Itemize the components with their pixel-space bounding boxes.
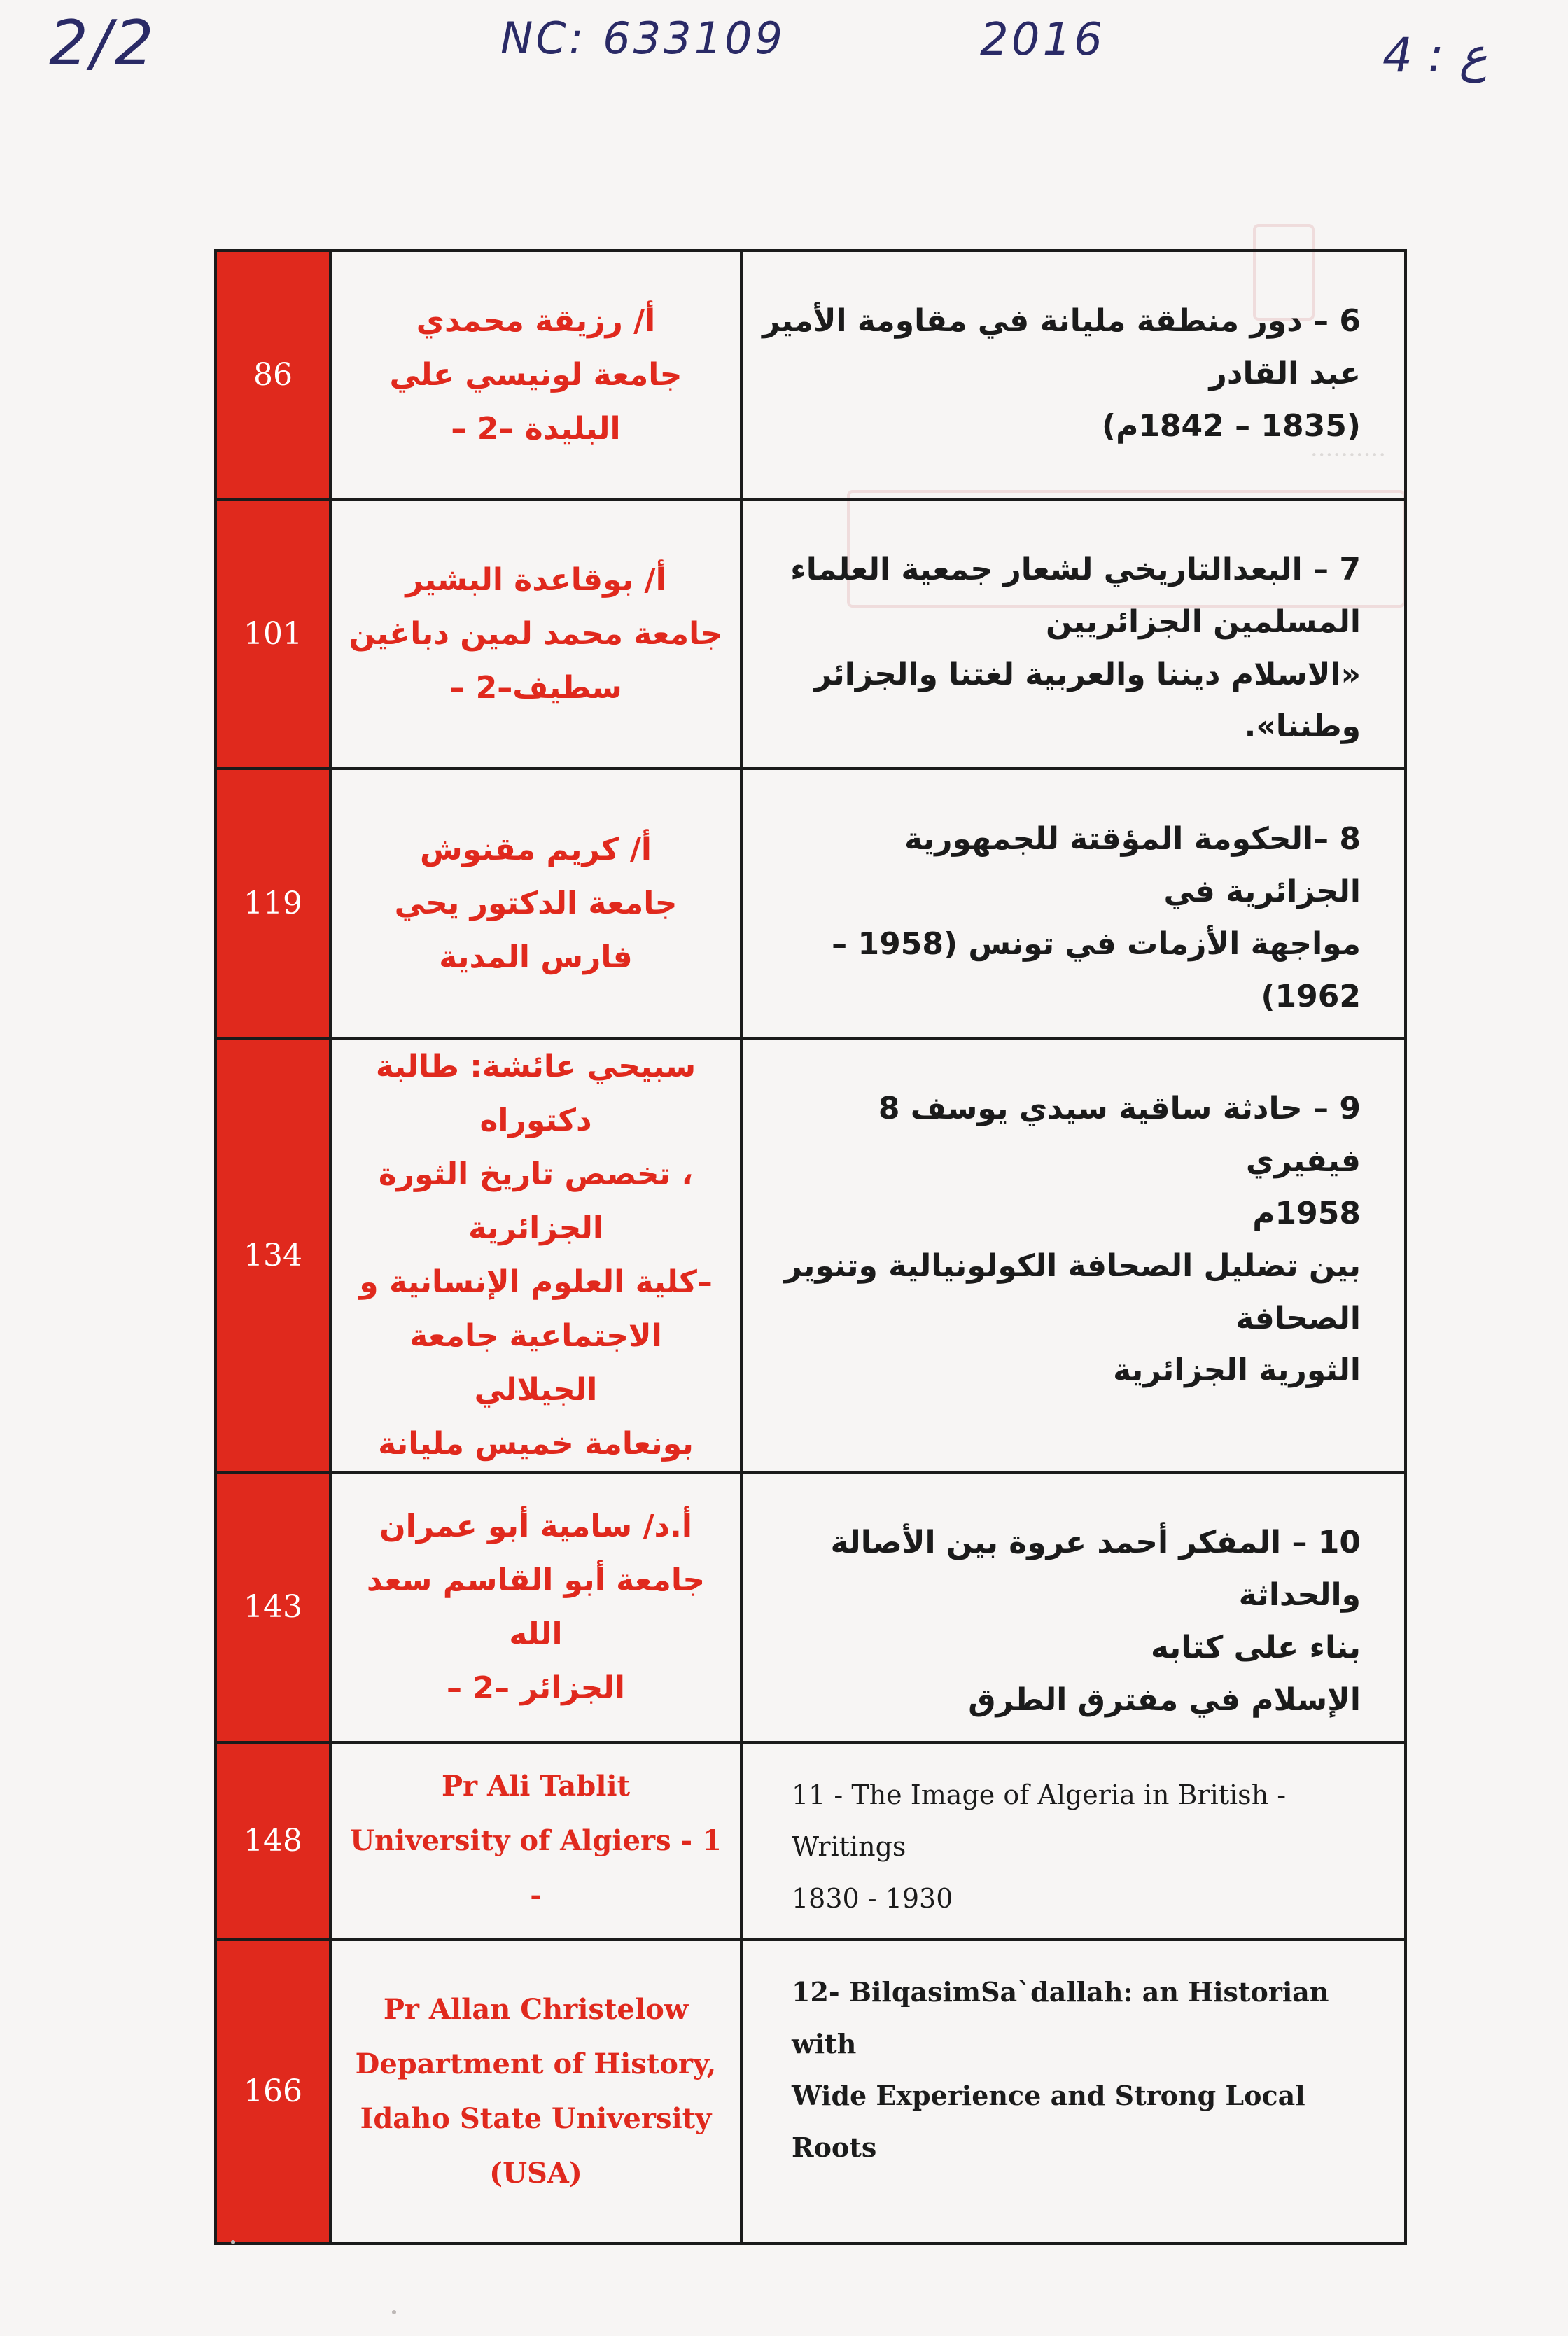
title-line: 8 –الحكومة المؤقتة للجمهورية الجزائرية في [904, 821, 1361, 909]
author-info [330, 1038, 741, 1472]
author-line: –كلية العلوم الإنسانية و [359, 1264, 713, 1301]
author-line: Pr Ali Tablit [441, 1769, 631, 1803]
title-line: 10 – المفكر أحمد عروة بين الأصالة والحداثة [830, 1525, 1361, 1614]
title-line: «الاسلام ديننا والعربية لغتنا والجزائر وطننا». [813, 656, 1361, 745]
author-info [330, 499, 741, 769]
article-title [741, 1940, 1406, 2244]
author-line: أ/ رزيقة محمدي [416, 303, 656, 339]
title-line: بناء على كتابه [1151, 1629, 1361, 1665]
table-row [216, 499, 1406, 769]
author-line: الاجتماعية جامعة الجيلالي [410, 1318, 662, 1408]
handwritten-fraction: 2/2 [49, 7, 157, 79]
author-line: Idaho State University [360, 2101, 712, 2135]
handwritten-shelf-mark: ع : 4 [1382, 28, 1488, 83]
article-title [741, 1472, 1406, 1742]
author-line: University of Algiers - 1 - [350, 1824, 722, 1912]
page-number: 134 [216, 1038, 330, 1472]
paper-speck [231, 2240, 235, 2244]
title-line: بين تضليل الصحافة الكولونيالية وتنوير الصحافة [784, 1247, 1361, 1336]
author-info [330, 1940, 741, 2244]
title-line: 11 - The Image of Algeria in British -Writings [792, 1779, 1287, 1862]
table-row [216, 1472, 1406, 1742]
article-title [741, 1742, 1406, 1940]
title-line: 9 – حادثة ساقية سيدي يوسف 8 فيفيري [878, 1091, 1361, 1180]
author-line: بونعامة خميس مليانة [378, 1426, 694, 1462]
author-info [330, 251, 741, 499]
handwritten-year: 2016 [980, 14, 1105, 66]
author-line: جامعة الدكتور يحي فارس المدية [394, 886, 678, 976]
article-title [741, 1038, 1406, 1472]
title-line: الإسلام في مفترق الطرق [968, 1681, 1361, 1718]
table-row [216, 251, 1406, 499]
author-line: Department of History, [355, 2047, 717, 2080]
page-number: 166 [216, 1940, 330, 2244]
author-line: سطيف–2 – [449, 670, 622, 706]
author-line: سبيحي عائشة: طالبة دكتوراه [375, 1049, 696, 1139]
handwritten-catalog-code: NC: 633109 [500, 13, 785, 64]
title-line: المسلمين الجزائريين [1046, 603, 1361, 640]
title-line: 7 – البعدالتاريخي لشعار جمعية العلماء [790, 552, 1361, 587]
title-line: مواجهة الأزمات في تونس (1958 – 1962) [832, 925, 1361, 1014]
table-row [216, 769, 1406, 1038]
author-line: جامعة محمد لمين دباغين [349, 616, 723, 652]
title-line: الثورية الجزائرية [1113, 1352, 1361, 1389]
article-title [741, 251, 1406, 499]
author-line: (USA) [489, 2156, 582, 2190]
author-line: أ/ كريم مقنوش [420, 832, 652, 868]
author-info [330, 769, 741, 1038]
title-line: 12- BilqasimSa`dallah: an Historian with [792, 1975, 1329, 2059]
table-row [216, 1038, 1406, 1472]
author-line: البليدة –2 – [451, 411, 621, 447]
page-number: 148 [216, 1742, 330, 1940]
author-line: جامعة لونيسي علي [389, 357, 682, 393]
author-line: Pr Allan Christelow [383, 1992, 689, 2026]
table-of-contents [214, 249, 1407, 2245]
author-line: أ/ بوقاعدة البشير [405, 562, 666, 599]
title-line: Wide Experience and Strong Local Roots [792, 2080, 1306, 2164]
title-line: 1958م [1252, 1195, 1361, 1231]
paper-speck [392, 2310, 396, 2314]
author-line: جامعة أبو القاسم سعد الله [366, 1562, 706, 1652]
author-line: أ.د/ سامية أبو عمران [379, 1508, 692, 1544]
page-number: 101 [216, 499, 330, 769]
table-row [216, 1742, 1406, 1940]
page-number: 143 [216, 1472, 330, 1742]
title-line: (1835 – 1842م) [1101, 407, 1361, 444]
author-line: الجزائر –2 – [447, 1670, 625, 1706]
title-line: 6 – دور منطقة مليانة في مقاومة الأمير عبد القادر [762, 303, 1361, 391]
table-row [216, 1940, 1406, 2244]
article-title [741, 769, 1406, 1038]
page-number: 119 [216, 769, 330, 1038]
author-info [330, 1742, 741, 1940]
author-line: ، تخصص تاريخ الثورة الجزائرية [378, 1156, 694, 1247]
author-info [330, 1472, 741, 1742]
page-number: 86 [216, 251, 330, 499]
article-title [741, 499, 1406, 769]
title-line: 1830 - 1930 [792, 1882, 953, 1914]
